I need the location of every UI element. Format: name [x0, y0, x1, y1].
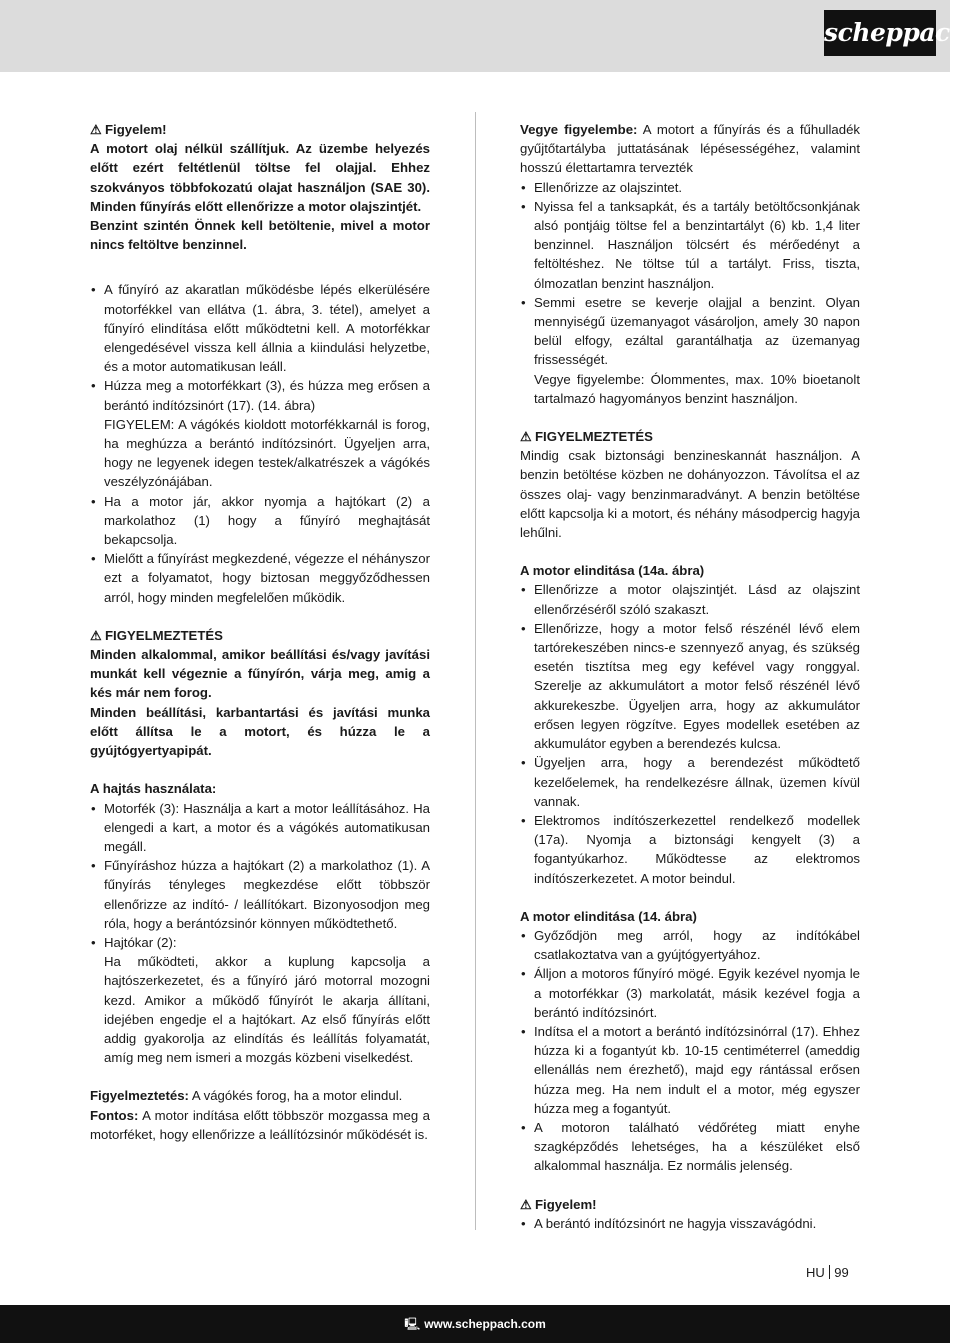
list-item: • Ellenőrizze az olajszintet.: [520, 178, 860, 197]
fuel-warning-heading: ⚠ FIGYELMEZTETÉS: [520, 427, 860, 446]
start-b-title: A motor elinditása (14. ábra): [520, 908, 697, 924]
scheppach-logo: scheppach: [824, 10, 936, 56]
list-item: • Mielőtt a fűnyírást megkezdené, végezze el néhányszor ezt a folyamatot, hogy biztosan meggyőződhessen arról, hogy minden megfelelően működik.: [90, 549, 430, 607]
footer-bar: [0, 1305, 950, 1343]
fuel-warning-body: Mindig csak biztonsági benzineskannát használjon. A benzin betöltése közben ne dohányozzon. Távolítsa el az összes olaj- vagy benzinmaradványt. A benzin betöltése előtt kapcsolja ki a motort, és néhány másodpercig hagyja lehűlni.: [520, 448, 860, 541]
list-item: • Ellenőrizze a motor olajszintjét. Lásd az olajszint ellenőrzéséről szóló szakaszt.: [520, 580, 860, 618]
warning1-body-2: Benzint szintén Önnek kell betöltenie, mivel a motor nincs feltöltve benzinnel.: [90, 218, 430, 253]
list-item: • Húzza meg a motorfékkart (3), és húzza meg erősen a berántó indítózsinórt (17). (14. ábra) FIGYELEM: A vágókés kioldott motorfékkarnál is forog, ha meghúzza a berántó indítózsinórt. Ügyeljen arra, hogy ne legyenek idegen testek/alkatrészek a vágókés veszélyzónájában.: [90, 376, 430, 491]
drive-section-title: A hajtás használata:: [90, 781, 217, 797]
warning-triangle-icon: ⚠: [90, 627, 102, 643]
warning2-body: Minden alkalommal, amikor beállítási és/vagy javítási munkát kell végeznie a fűnyírón, várja meg, amig a kés már nem forog.: [90, 647, 430, 701]
blade-note: Figyelmeztetés: A vágókés forog, ha a motor elindul.: [90, 1088, 403, 1104]
list-item: • A berántó indítózsinórt ne hagyja visszavágódni.: [520, 1214, 860, 1233]
drive-bullet-list: [90, 799, 430, 1068]
operation-bullet-list: [90, 280, 430, 606]
warning3-bullet-list: [520, 1214, 860, 1233]
list-item: • Motorfék (3): Használja a kart a motor leállításához. Ha elengedi a kart, a motor és a vágókés automatikusan megáll.: [90, 799, 430, 857]
warning-triangle-icon: ⚠: [90, 122, 102, 137]
page-number: HU 99: [806, 1265, 849, 1280]
warning1-heading: ⚠ Figyelem!: [90, 120, 430, 139]
start-b-bullet-list: [520, 926, 860, 1176]
list-item: • Elektromos indítószerkezettel rendelkező modellek (17a). Nyomja a biztonsági kengyelt (3) a fogantyúkarhoz. Működtesse az elektromos indítószerkezetet. A motor beindul.: [520, 811, 860, 888]
website-link[interactable]: www.scheppach.com: [424, 1317, 546, 1331]
left-column: [90, 120, 430, 1144]
list-item: • A motoron található védőréteg miatt enyhe szagképződés lehetséges, ha a készüléket első alkalommal használja. Ez normális jelenség.: [520, 1118, 860, 1176]
warning3-heading: ⚠ Figyelem!: [520, 1195, 860, 1214]
list-item: • Ha a motor jár, akkor nyomja a hajtókart (2) a markolathoz (1) hogy a fűnyíró meghajtását bekapcsolja.: [90, 492, 430, 550]
list-item: • A fűnyíró az akaratlan működésbe lépés elkerülésére motorfékkel van ellátva (1. ábra, 3. tétel), amelyet a fűnyíró elindítása előtt működtetni kell. A motorfékkar elengedésével vissza kell állnia a kiindulási helyzetbe, és a motor automatikusan leáll.: [90, 280, 430, 376]
computer-icon: 🖳: [404, 1317, 421, 1331]
list-item: • Ellenőrizze, hogy a motor felső részénél lévő elem tartórekeszében nincs-e szennyező anyag, és szükség esetén tisztítsa meg egy kefével vagy ronggyal. Szerelje az akkumulátort a motor felső részénél lévő akkurekeszbe. Ügyeljen arra, hogy az akkumulátor erősen legyen rögzítve. Egyes modellek esetében az akkumulátor egyben a berendezés kulcsa.: [520, 619, 860, 753]
list-item: • Fűnyíráshoz húzza a hajtókart (2) a markolathoz (1). A fűnyírás tényleges megkezdése előtt többször ellenőrizze az indító- / leállítókart. Bizonyosodjon meg róla, hogy a berántózsinór könnyen működtethető.: [90, 856, 430, 933]
warning1-body: A motort olaj nélkül szállítjuk. Az üzembe helyezés előtt ezért feltétlenül töltse fel olajjal. Ehhez szokványos többfokozatú olajat használjon (SAE 30). Minden fűnyírás előtt ellenőrizze a motor olajszintjét.: [90, 141, 430, 214]
list-item: • Semmi esetre se keverje olajjal a benzint. Olyan mennyiségű üzemanyagot vásároljon, amely 30 napon belül elfogy, ezáltal garantálhatja az üzemanyag frissességét. Vegye figyelembe: Ólommentes, max. 10% bioetanolt tartalmazó hagyományos benzint használjon.: [520, 293, 860, 408]
warning-triangle-icon: ⚠: [520, 1196, 532, 1212]
list-item: • Indítsa el a motort a berántó indítózsinórral (17). Ehhez húzza ki a fogantyút kb. 10-15 centiméterrel (ameddig ellenállás nem érezhető), majd egy rántással erősen húzza meg. Ha nem indult el a motor, még egyszer húzza meg a fogantyút.: [520, 1022, 860, 1118]
warning2-heading: ⚠ FIGYELMEZTETÉS: [90, 626, 430, 645]
list-item: • Győződjön meg arról, hogy az indítókábel csatlakoztatva van a gyújtógyertyához.: [520, 926, 860, 964]
warning2-body-2: Minden beállítási, karbantartási és javítási munka előtt állítsa le a motort, és húzza le a gyújtógyertyapipát.: [90, 704, 430, 759]
important-note: Fontos: A motor indítása előtt többször mozgassa meg a motorféket, hogy ellenőrizze a leállítózsinór működését is.: [90, 1107, 430, 1142]
right-column: [520, 120, 860, 1233]
list-item: • Álljon a motoros fűnyíró mögé. Egyik kezével nyomja le a motorfékkar (3) markolatát, másik kezével fogja a berántó indítózsinórt.: [520, 964, 860, 1022]
start-a-bullet-list: [520, 580, 860, 887]
warning-triangle-icon: ⚠: [520, 429, 532, 445]
start-a-title: A motor elinditása (14a. ábra): [520, 563, 705, 579]
consider-note: Vegye figyelembe: A motort a fűnyírás és a fűhulladék gyűjtőtartályba juttatásának lépésességéhez, valamint hosszú élettartamra tervezték: [520, 122, 860, 176]
list-item: • Hajtókar (2): Ha működteti, akkor a kuplung kapcsolja a hajtószerkezetet, és a fűnyíró járó motorral mozogni kezd. Amikor a működő fűnyírót le akarja állítani, idejében engedje el a hajtókart. Az első fűnyírás előtt addig gyakorolja az elindítás és leállítás folyamatát, amíg meg nem ismeri a mozgás közbeni viselkedést.: [90, 933, 430, 1067]
list-item: • Nyissa fel a tanksapkát, és a tartály betöltőcsonkjának alsó pontjáig töltse fel a benzintartályt (6) kb. 1,4 liter benzinnel. Használjon tölcsért és mérőedényt a feltöltéshez. Ne töltse túl a tartályt. Friss, tiszta, ólmozatlan benzint használjon.: [520, 197, 860, 293]
list-item: • Ügyeljen arra, hogy a berendezést működtető kezelőelemek, ha rendelkezésre állnak, üzemen kívül vannak.: [520, 753, 860, 811]
header-bar: [0, 0, 967, 72]
fuel-bullet-list: [520, 178, 860, 408]
column-divider: [475, 112, 476, 1230]
